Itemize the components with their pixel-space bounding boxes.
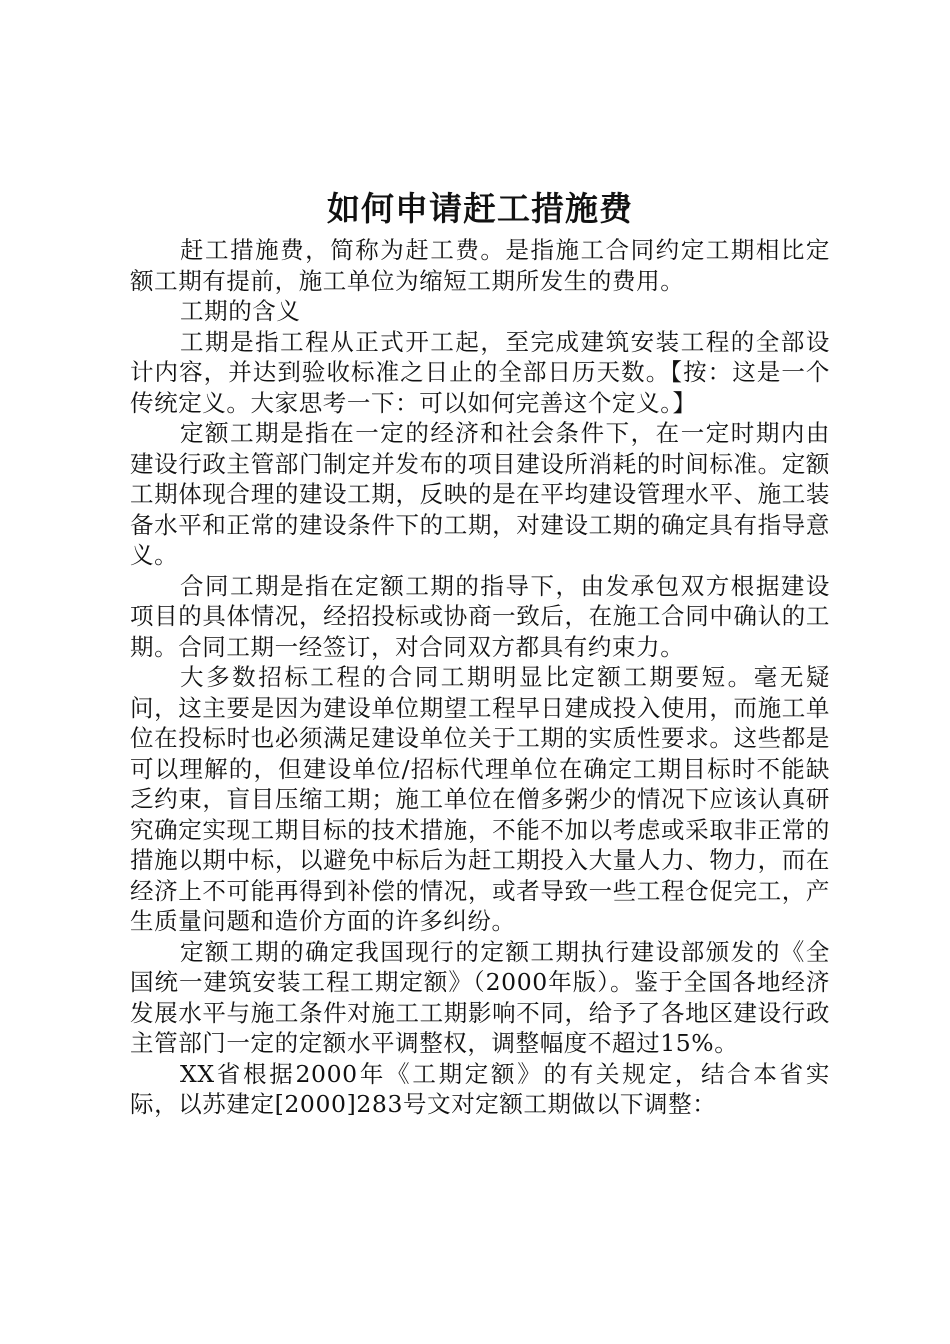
paragraph-schedule-definition: 工期是指工程从正式开工起，至完成建筑安装工程的全部设计内容，并达到验收标准之日止的全部日历天数。【按：这是一个传统定义。大家思考一下：可以如何完善这个定义。】 [130,327,830,417]
document-page [130,185,830,1120]
paragraph-schedule-compression: 大多数招标工程的合同工期明显比定额工期要短。毫无疑问，这主要是因为建设单位期望工程早日建成投入使用，而施工单位在投标时也必须满足建设单位关于工期的实质性要求。这些都是可以理解的，但建设单位/招标代理单位在确定工期目标时不能缺乏约束，盲目压缩工期；施工单位在僧多粥少的情况下应该认真研究确定实现工期目标的技术措施，不能不加以考虑或采取非正常的措施以期中标，以避免中标后为赶工期投入大量人力、物力，而在经济上不可能再得到补偿的情况，或者导致一些工程仓促完工，产生质量问题和造价方面的许多纠纷。 [130,663,830,935]
paragraph-province-adjustment: XX省根据2000年《工期定额》的有关规定，结合本省实际，以苏建定[2000]283号文对定额工期做以下调整： [130,1059,830,1118]
paragraph-contract-schedule: 合同工期是指在定额工期的指导下，由发承包双方根据建设项目的具体情况，经招投标或协商一致后，在施工合同中确认的工期。合同工期一经签订，对合同双方都具有约束力。 [130,571,830,661]
paragraph-quota-schedule: 定额工期是指在一定的经济和社会条件下，在一定时期内由建设行政主管部门制定并发布的项目建设所消耗的时间标准。定额工期体现合理的建设工期，反映的是在平均建设管理水平、施工装备水平和正常的建设条件下的工期，对建设工期的确定具有指导意义。 [130,419,830,569]
document-title: 如何申请赶工措施费 [327,189,633,228]
section-heading-schedule-meaning: 工期的含义 [180,297,301,325]
paragraph-quota-determination: 定额工期的确定我国现行的定额工期执行建设部颁发的《全国统一建筑安装工程工期定额》（2000年版）。鉴于全国各地经济发展水平与施工条件对施工工期影响不同，给予了各地区建设行政主管部门一定的定额水平调整权，调整幅度不超过15%。 [130,937,830,1057]
paragraph-definition: 赶工措施费，简称为赶工费。是指施工合同约定工期相比定额工期有提前，施工单位为缩短工期所发生的费用。 [130,236,830,295]
